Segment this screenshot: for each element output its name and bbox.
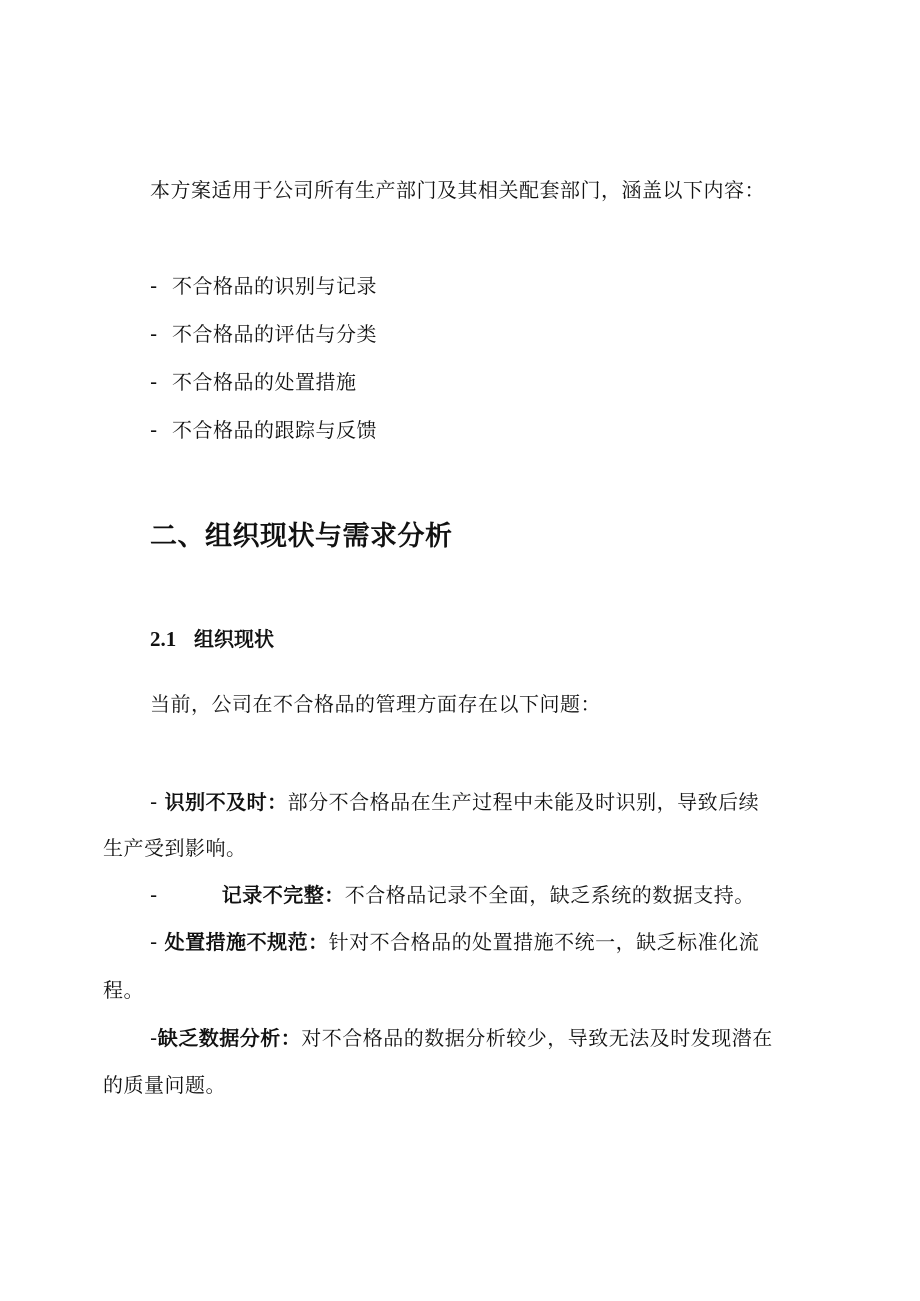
issue-term: 缺乏数据分析： bbox=[157, 1026, 302, 1050]
issue-text: 针对不合格品的处置措施不统一，缺乏标准化流 bbox=[328, 930, 760, 954]
issue-item bbox=[150, 1024, 773, 1052]
bullet-dash: - bbox=[150, 930, 165, 954]
issue-term: 记录不完整： bbox=[221, 883, 345, 907]
bullet-dash: - bbox=[150, 370, 158, 394]
scope-list-item: - 不合格品的处置措施 bbox=[150, 370, 357, 394]
issue-term: 识别不及时： bbox=[164, 790, 288, 814]
issue-text: 不合格品记录不全面，缺乏系统的数据支持。 bbox=[344, 883, 755, 907]
issue-text: 部分不合格品在生产过程中未能及时识别，导致后续 bbox=[287, 790, 760, 814]
issue-item bbox=[150, 788, 759, 816]
subsection-number: 2.1 bbox=[150, 627, 177, 651]
bullet-dash: - bbox=[150, 322, 158, 346]
issue-term: 处置措施不规范： bbox=[164, 930, 329, 954]
scope-list-item: - 不合格品的识别与记录 bbox=[150, 274, 377, 298]
bullet-dash: - bbox=[150, 790, 165, 814]
scope-list-item: - 不合格品的评估与分类 bbox=[150, 322, 377, 346]
scope-list-item: - 不合格品的跟踪与反馈 bbox=[150, 418, 377, 442]
current-status-intro: 当前，公司在不合格品的管理方面存在以下问题： bbox=[150, 692, 601, 716]
subsection-title: 组织现状 bbox=[194, 627, 274, 651]
issue-text: 对不合格品的数据分析较少，导致无法及时发现潜在 bbox=[301, 1026, 773, 1050]
issue-continuation: 的质量问题。 bbox=[103, 1073, 226, 1097]
bullet-dash: - bbox=[150, 274, 158, 298]
bullet-dash: - bbox=[150, 883, 158, 907]
bullet-dash: - bbox=[150, 418, 158, 442]
subsection-heading bbox=[150, 625, 274, 653]
scope-intro: 本方案适用于公司所有生产部门及其相关配套部门，涵盖以下内容： bbox=[150, 178, 765, 202]
issue-continuation: 程。 bbox=[103, 978, 144, 1002]
issue-continuation: 生产受到影响。 bbox=[103, 836, 247, 860]
section-heading: 二、组织现状与需求分析 bbox=[150, 521, 453, 552]
bullet-dash: - bbox=[150, 1026, 158, 1050]
issue-item bbox=[150, 881, 755, 909]
issue-item bbox=[150, 928, 759, 956]
